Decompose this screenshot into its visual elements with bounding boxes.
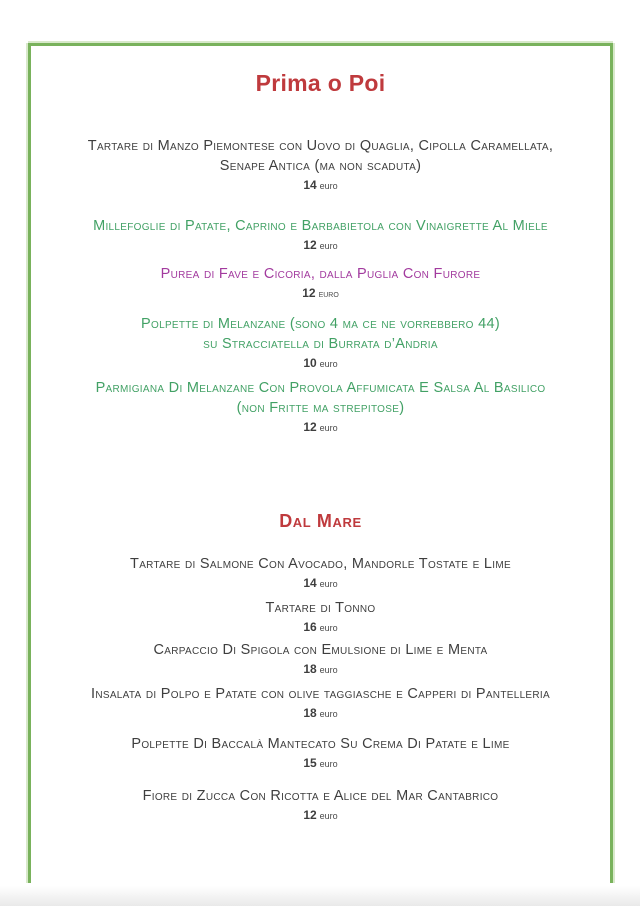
price-currency: euro: [319, 423, 338, 433]
menu-item-line: Tartare di Tonno: [265, 600, 376, 616]
price-currency: euro: [319, 579, 338, 589]
menu-item-parmigiana-di-melanzane: [31, 378, 610, 434]
menu-item-price: [31, 808, 610, 822]
menu-content: [31, 46, 610, 822]
menu-item-price: [31, 286, 610, 300]
menu-item-tartare-di-manzo: [31, 136, 610, 192]
price-currency: euro: [319, 811, 338, 821]
menu-item-line: Fiore di Zucca Con Ricotta e Alice del Mar Cantabrico: [142, 788, 499, 804]
price-currency: euro: [319, 759, 338, 769]
menu-item-tartare-di-tonno: [31, 598, 610, 634]
menu-item-price: [31, 706, 610, 720]
menu-item-millefoglie-di-patate: [31, 216, 610, 252]
menu-item-line: Millefoglie di Patate, Caprino e Barbabietola con Vinaigrette Al Miele: [93, 218, 548, 234]
price-amount: 16: [303, 620, 317, 634]
menu-item-price: [31, 662, 610, 676]
menu-title: Prima o Poi: [255, 70, 386, 96]
price-amount: 12: [303, 238, 317, 252]
price-amount: 14: [303, 576, 317, 590]
menu-item-line: Parmigiana Di Melanzane Con Provola Affumicata E Salsa Al Basilico: [95, 380, 546, 396]
menu-item-purea-di-fave: [31, 264, 610, 300]
menu-item-price: [31, 178, 610, 192]
price-amount: 12: [303, 420, 317, 434]
price-currency: euro: [319, 181, 338, 191]
price-amount: 15: [303, 756, 317, 770]
price-currency: euro: [319, 665, 338, 675]
price-amount: 10: [303, 356, 317, 370]
menu-item-line: Tartare di Salmone Con Avocado, Mandorle Tostate e Lime: [130, 556, 511, 572]
menu-item-line: Purea di Fave e Cicoria, dalla Puglia Con Furore: [160, 266, 481, 282]
menu-item-price: [31, 238, 610, 252]
photo-bottom-edge: [0, 886, 640, 906]
price-amount: 14: [303, 178, 317, 192]
menu-item-line: Polpette di Melanzane (sono 4 ma ce ne vorrebbero 44): [141, 316, 500, 332]
price-amount: 12: [302, 286, 316, 300]
frame-border-right: [610, 43, 613, 883]
menu-item-price: [31, 356, 610, 370]
menu-item-line: Tartare di Manzo Piemontese con Uovo di Quaglia, Cipolla Caramellata,: [87, 138, 554, 154]
menu-item-polpette-di-baccala: [31, 734, 610, 770]
price-amount: 18: [303, 706, 317, 720]
price-amount: 18: [303, 662, 317, 676]
menu-item-line: Polpette Di Baccalà Mantecato Su Crema Di Patate e Lime: [131, 736, 510, 752]
price-currency: euro: [319, 359, 338, 369]
menu-item-line: Insalata di Polpo e Patate con olive taggiasche e Capperi di Pantelleria: [91, 686, 550, 702]
menu-item-price: [31, 576, 610, 590]
menu-item-line: Carpaccio Di Spigola con Emulsione di Lime e Menta: [153, 642, 488, 658]
price-currency: euro: [319, 241, 338, 251]
section-title-dal-mare: Dal Mare: [279, 511, 362, 531]
menu-item-price: [31, 756, 610, 770]
menu-item-line: Senape Antica (ma non scaduta): [219, 158, 422, 174]
price-currency: euro: [318, 289, 339, 300]
menu-item-price: [31, 620, 610, 634]
menu-item-fiore-di-zucca: [31, 786, 610, 822]
price-amount: 12: [303, 808, 317, 822]
price-currency: euro: [319, 709, 338, 719]
menu-item-tartare-di-salmone: [31, 554, 610, 590]
menu-item-line: su Stracciatella di Burrata d’Andria: [203, 336, 438, 352]
price-currency: euro: [319, 623, 338, 633]
menu-item-line: (non Fritte ma strepitose): [236, 400, 405, 416]
menu-item-carpaccio-di-spigola: [31, 640, 610, 676]
menu-item-insalata-di-polpo: [31, 684, 610, 720]
menu-item-polpette-di-melanzane: [31, 314, 610, 370]
menu-item-price: [31, 420, 610, 434]
